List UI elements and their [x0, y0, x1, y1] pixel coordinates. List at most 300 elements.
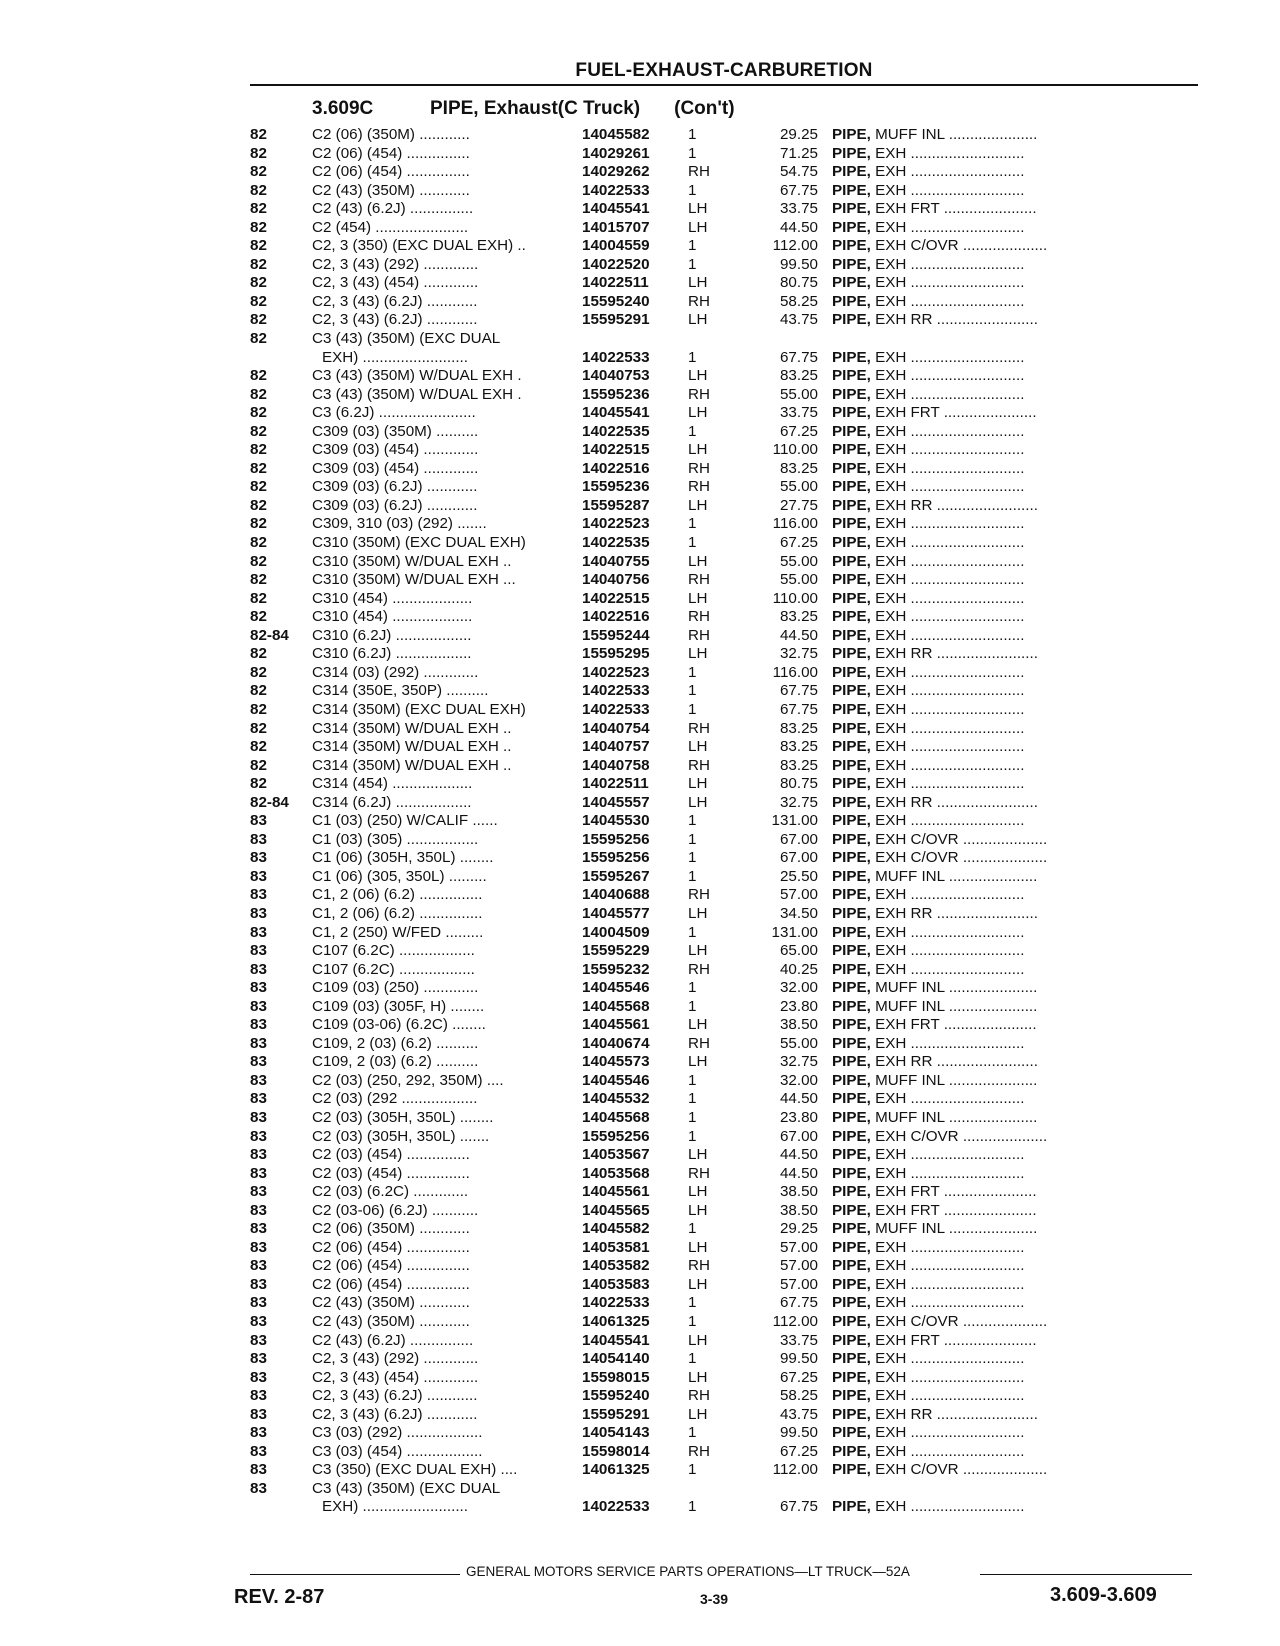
- part-number: 14022520: [582, 255, 650, 273]
- price: 83.25: [779, 756, 818, 774]
- part-name-detail: MUFF INL .....................: [870, 1220, 1038, 1238]
- application-description: C2, 3 (43) (454) .............: [312, 274, 479, 292]
- part-number: 14022511: [582, 775, 649, 793]
- part-name-detail: EXH ...........................: [870, 552, 1025, 570]
- part-name-detail: EXH ...........................: [870, 1238, 1025, 1256]
- application-description: C314 (454) ...................: [312, 775, 473, 793]
- quantity: RH: [688, 1387, 710, 1405]
- part-number: 15595236: [582, 385, 650, 403]
- part-number: 14054140: [582, 1350, 650, 1368]
- model-year: 82: [250, 682, 267, 700]
- quantity: RH: [688, 1257, 710, 1275]
- part-name-bold: PIPE,: [832, 385, 871, 403]
- model-year: 82: [250, 459, 267, 477]
- table-row: [250, 812, 1198, 831]
- part-number: 14040754: [582, 719, 650, 737]
- part-number: 14053582: [582, 1257, 650, 1275]
- quantity: LH: [688, 1275, 708, 1293]
- part-name: [832, 1053, 1198, 1072]
- quantity: RH: [688, 626, 710, 644]
- part-name-detail: EXH ...........................: [870, 775, 1025, 793]
- part-name-bold: PIPE,: [832, 1461, 871, 1479]
- part-name-detail: EXH ...........................: [870, 441, 1025, 459]
- model-year: 82: [250, 422, 267, 440]
- part-name-detail: MUFF INL .....................: [870, 1108, 1038, 1126]
- price: 67.00: [779, 830, 818, 848]
- part-name-bold: PIPE,: [832, 1090, 871, 1108]
- price: 83.25: [779, 367, 818, 385]
- quantity: LH: [688, 496, 708, 514]
- model-year: 83: [250, 1220, 267, 1238]
- price: 33.75: [779, 200, 818, 218]
- part-name-bold: PIPE,: [832, 1201, 871, 1219]
- part-number: 14040757: [582, 738, 650, 756]
- part-number: 15595240: [582, 292, 650, 310]
- footer-publisher: GENERAL MOTORS SERVICE PARTS OPERATIONS—LT TRUCK—52A: [466, 1564, 910, 1579]
- model-year: 83: [250, 1164, 267, 1182]
- part-name: [832, 256, 1198, 275]
- table-row: [250, 590, 1198, 609]
- price: 67.75: [779, 181, 818, 199]
- model-year: 82: [250, 719, 267, 737]
- part-name: [832, 627, 1198, 646]
- price: 32.00: [779, 979, 818, 997]
- part-number: 14004559: [582, 237, 650, 255]
- part-name-detail: EXH ...........................: [870, 1368, 1025, 1386]
- part-number: 14045541: [582, 404, 650, 422]
- part-number: 15595256: [582, 1127, 650, 1145]
- table-row: [250, 349, 1198, 368]
- price: 44.50: [779, 1090, 818, 1108]
- part-name-detail: EXH ...........................: [870, 1146, 1025, 1164]
- part-name-detail: EXH ...........................: [870, 385, 1025, 403]
- application-description: C314 (6.2J) ..................: [312, 793, 472, 811]
- quantity: 1: [688, 515, 697, 533]
- part-name-detail: MUFF INL .....................: [870, 1071, 1038, 1089]
- model-year: 82: [250, 311, 267, 329]
- application-description: C107 (6.2C) ..................: [312, 942, 475, 960]
- part-name: [832, 720, 1198, 739]
- part-name-bold: PIPE,: [832, 1220, 871, 1238]
- application-description: C1, 2 (250) W/FED .........: [312, 923, 484, 941]
- model-year: 82: [250, 163, 267, 181]
- part-name: [832, 126, 1198, 145]
- table-row: [250, 1072, 1198, 1091]
- price: 99.50: [779, 1350, 818, 1368]
- table-row: [250, 293, 1198, 312]
- table-row: [250, 738, 1198, 757]
- model-year: 83: [250, 1071, 267, 1089]
- table-row: [250, 386, 1198, 405]
- part-number: 14022515: [582, 441, 650, 459]
- part-number: 14040753: [582, 367, 650, 385]
- model-year: 82: [250, 552, 267, 570]
- part-name-detail: EXH C/OVR ....................: [870, 830, 1048, 848]
- part-name: [832, 1072, 1198, 1091]
- model-year: 82: [250, 775, 267, 793]
- model-year: 82: [250, 663, 267, 681]
- section-continued: (Con't): [674, 98, 735, 119]
- table-row: [250, 961, 1198, 980]
- quantity: 1: [688, 237, 697, 255]
- application-description: C2 (03) (454) ...............: [312, 1164, 470, 1182]
- price: 67.25: [779, 422, 818, 440]
- part-name: [832, 182, 1198, 201]
- part-name-bold: PIPE,: [832, 1146, 871, 1164]
- part-name-bold: PIPE,: [832, 163, 871, 181]
- model-year: 82: [250, 126, 267, 143]
- quantity: LH: [688, 200, 708, 218]
- part-name: [832, 664, 1198, 683]
- part-name: [832, 849, 1198, 868]
- part-number: 15598014: [582, 1442, 650, 1460]
- table-row: [250, 757, 1198, 776]
- part-name-bold: PIPE,: [832, 292, 871, 310]
- model-year: 83: [250, 960, 267, 978]
- part-name: [832, 1165, 1198, 1184]
- model-year: 83: [250, 1238, 267, 1256]
- part-name-bold: PIPE,: [832, 348, 871, 366]
- application-description: C3 (43) (350M) (EXC DUAL: [312, 330, 501, 348]
- table-row: [250, 1461, 1198, 1480]
- part-name: [832, 1183, 1198, 1202]
- quantity: 1: [688, 348, 697, 366]
- part-name-detail: EXH ...........................: [870, 756, 1025, 774]
- price: 44.50: [779, 218, 818, 236]
- table-row: [250, 664, 1198, 683]
- part-name: [832, 1016, 1198, 1035]
- part-number: 14061325: [582, 1461, 650, 1479]
- part-name-bold: PIPE,: [832, 904, 871, 922]
- price: 80.75: [779, 775, 818, 793]
- part-number: 14045568: [582, 997, 650, 1015]
- part-number: 14045546: [582, 1071, 650, 1089]
- application-description: C2 (03-06) (6.2J) ...........: [312, 1201, 479, 1219]
- part-name-detail: EXH RR ........................: [870, 1053, 1038, 1071]
- part-name-detail: EXH ...........................: [870, 274, 1025, 292]
- part-name-detail: MUFF INL .....................: [870, 979, 1038, 997]
- price: 131.00: [771, 923, 818, 941]
- part-name-bold: PIPE,: [832, 719, 871, 737]
- quantity: LH: [688, 367, 708, 385]
- part-name-bold: PIPE,: [832, 237, 871, 255]
- price: 27.75: [779, 496, 818, 514]
- part-name: [832, 145, 1198, 164]
- application-description: C2 (43) (350M) ............: [312, 1294, 470, 1312]
- price: 67.25: [779, 1368, 818, 1386]
- application-description: EXH) .........................: [322, 348, 468, 366]
- application-description: C2 (06) (454) ...............: [312, 163, 470, 181]
- price: 57.00: [779, 1257, 818, 1275]
- table-row: [250, 1406, 1198, 1425]
- table-row: [250, 1369, 1198, 1388]
- price: 33.75: [779, 1331, 818, 1349]
- part-name-detail: EXH FRT ......................: [870, 200, 1037, 218]
- table-row: [250, 1128, 1198, 1147]
- application-description: EXH) .........................: [322, 1498, 468, 1516]
- price: 33.75: [779, 404, 818, 422]
- part-name: [832, 349, 1198, 368]
- price: 57.00: [779, 1275, 818, 1293]
- model-year: 82: [250, 738, 267, 756]
- part-name-bold: PIPE,: [832, 515, 871, 533]
- quantity: RH: [688, 459, 710, 477]
- part-name: [832, 1276, 1198, 1295]
- application-description: C3 (43) (350M) W/DUAL EXH .: [312, 385, 522, 403]
- price: 23.80: [779, 997, 818, 1015]
- part-name-bold: PIPE,: [832, 812, 871, 830]
- part-number: 15598015: [582, 1368, 650, 1386]
- table-row: [250, 1313, 1198, 1332]
- part-name: [832, 868, 1198, 887]
- part-number: 14022533: [582, 682, 650, 700]
- part-number: 14022523: [582, 663, 650, 681]
- application-description: C3 (43) (350M) (EXC DUAL: [312, 1479, 501, 1497]
- model-year: 83: [250, 1053, 267, 1071]
- part-name-detail: EXH RR ........................: [870, 904, 1038, 922]
- price: 44.50: [779, 626, 818, 644]
- quantity: 1: [688, 534, 697, 552]
- price: 32.00: [779, 1071, 818, 1089]
- part-name: [832, 794, 1198, 813]
- quantity: 1: [688, 1220, 697, 1238]
- part-name-detail: MUFF INL .....................: [870, 867, 1038, 885]
- part-name-bold: PIPE,: [832, 534, 871, 552]
- part-name-bold: PIPE,: [832, 1442, 871, 1460]
- quantity: 1: [688, 812, 697, 830]
- quantity: LH: [688, 1331, 708, 1349]
- part-name-detail: EXH FRT ......................: [870, 404, 1037, 422]
- part-name: [832, 1146, 1198, 1165]
- table-row: [250, 1294, 1198, 1313]
- model-year: 83: [250, 904, 267, 922]
- part-number: 14022535: [582, 534, 650, 552]
- quantity: RH: [688, 478, 710, 496]
- model-year: 83: [250, 1016, 267, 1034]
- part-name-bold: PIPE,: [832, 589, 871, 607]
- part-number: 15595256: [582, 849, 650, 867]
- table-row: [250, 1387, 1198, 1406]
- application-description: C2, 3 (43) (292) .............: [312, 255, 479, 273]
- part-name: [832, 163, 1198, 182]
- part-name-detail: EXH ...........................: [870, 719, 1025, 737]
- part-name: [832, 1313, 1198, 1332]
- part-name-detail: MUFF INL .....................: [870, 126, 1038, 143]
- part-number: 14054143: [582, 1424, 650, 1442]
- part-name: [832, 961, 1198, 980]
- part-name-detail: EXH ...........................: [870, 682, 1025, 700]
- application-description: C309 (03) (454) .............: [312, 441, 479, 459]
- application-description: C309, 310 (03) (292) .......: [312, 515, 487, 533]
- part-name: [832, 534, 1198, 553]
- table-row: [250, 645, 1198, 664]
- part-number: 15595287: [582, 496, 650, 514]
- quantity: LH: [688, 1405, 708, 1423]
- model-year: 82: [250, 292, 267, 310]
- part-name-detail: EXH FRT ......................: [870, 1331, 1037, 1349]
- part-number: 14022533: [582, 1294, 650, 1312]
- quantity: 1: [688, 1350, 697, 1368]
- revision-label: REV. 2-87: [234, 1586, 325, 1608]
- part-number: 14004509: [582, 923, 650, 941]
- application-description: C2, 3 (43) (292) .............: [312, 1350, 479, 1368]
- model-year: 83: [250, 1442, 267, 1460]
- part-name-bold: PIPE,: [832, 756, 871, 774]
- part-name-bold: PIPE,: [832, 1368, 871, 1386]
- application-description: C107 (6.2C) ..................: [312, 960, 475, 978]
- part-name-bold: PIPE,: [832, 218, 871, 236]
- part-name: [832, 293, 1198, 312]
- model-year: 83: [250, 1424, 267, 1442]
- price: 54.75: [779, 163, 818, 181]
- part-name-detail: EXH ...........................: [870, 163, 1025, 181]
- part-name-detail: EXH ...........................: [870, 1350, 1025, 1368]
- part-number: 14022533: [582, 181, 650, 199]
- part-name: [832, 979, 1198, 998]
- part-name-detail: EXH ...........................: [870, 589, 1025, 607]
- quantity: RH: [688, 1442, 710, 1460]
- quantity: RH: [688, 292, 710, 310]
- table-row: [250, 998, 1198, 1017]
- part-name-detail: EXH ...........................: [870, 1424, 1025, 1442]
- model-year: 83: [250, 1146, 267, 1164]
- table-row: [250, 1165, 1198, 1184]
- part-name: [832, 775, 1198, 794]
- quantity: 1: [688, 867, 697, 885]
- model-year: 83: [250, 867, 267, 885]
- part-number: 15595240: [582, 1387, 650, 1405]
- part-name-bold: PIPE,: [832, 1164, 871, 1182]
- header-rule: [250, 84, 1198, 86]
- part-name-detail: EXH C/OVR ....................: [870, 1313, 1048, 1330]
- table-row: [250, 1090, 1198, 1109]
- part-name-detail: EXH C/OVR ....................: [870, 1461, 1048, 1479]
- table-row: [250, 794, 1198, 813]
- part-name: [832, 1406, 1198, 1425]
- part-name: [832, 1035, 1198, 1054]
- section-number: 3.609C: [312, 98, 374, 119]
- part-name: [832, 645, 1198, 664]
- application-description: C2, 3 (43) (6.2J) ............: [312, 311, 478, 329]
- part-name: [832, 1239, 1198, 1258]
- quantity: LH: [688, 1238, 708, 1256]
- quantity: LH: [688, 404, 708, 422]
- part-name: [832, 1128, 1198, 1147]
- table-row: [250, 126, 1198, 145]
- part-name-bold: PIPE,: [832, 404, 871, 422]
- quantity: RH: [688, 608, 710, 626]
- quantity: LH: [688, 1201, 708, 1219]
- table-row: [250, 1146, 1198, 1165]
- part-name: [832, 942, 1198, 961]
- price: 83.25: [779, 738, 818, 756]
- table-row: [250, 1480, 1198, 1499]
- table-row: [250, 924, 1198, 943]
- quantity: 1: [688, 1127, 697, 1145]
- part-name: [832, 1369, 1198, 1388]
- model-year: 82: [250, 441, 267, 459]
- quantity: 1: [688, 255, 697, 273]
- part-name-detail: EXH RR ........................: [870, 496, 1038, 514]
- part-name-detail: EXH RR ........................: [870, 793, 1038, 811]
- table-row: [250, 1332, 1198, 1351]
- part-name: [832, 701, 1198, 720]
- price: 67.25: [779, 1442, 818, 1460]
- part-number: 15595256: [582, 830, 650, 848]
- table-row: [250, 1443, 1198, 1462]
- quantity: 1: [688, 1313, 697, 1330]
- part-name-bold: PIPE,: [832, 200, 871, 218]
- price: 110.00: [772, 441, 818, 459]
- part-name-bold: PIPE,: [832, 738, 871, 756]
- part-name-bold: PIPE,: [832, 1238, 871, 1256]
- model-year: 82: [250, 496, 267, 514]
- application-description: C2 (06) (454) ...............: [312, 1275, 470, 1293]
- model-year: 83: [250, 1183, 267, 1201]
- application-description: C2 (03) (6.2C) .............: [312, 1183, 469, 1201]
- part-number: 14045568: [582, 1108, 650, 1126]
- model-year: 83: [250, 979, 267, 997]
- part-name-bold: PIPE,: [832, 645, 871, 663]
- quantity: LH: [688, 1146, 708, 1164]
- quantity: 1: [688, 1424, 697, 1442]
- price: 57.00: [779, 886, 818, 904]
- table-row: [250, 608, 1198, 627]
- part-name: [832, 1498, 1198, 1517]
- model-year: 82: [250, 589, 267, 607]
- table-row: [250, 1183, 1198, 1202]
- model-year: 82: [250, 218, 267, 236]
- price: 67.75: [779, 348, 818, 366]
- part-number: 14053567: [582, 1146, 650, 1164]
- model-year: 83: [250, 1294, 267, 1312]
- part-name-bold: PIPE,: [832, 1257, 871, 1275]
- part-name-detail: EXH FRT ......................: [870, 1183, 1037, 1201]
- part-name-bold: PIPE,: [832, 1387, 871, 1405]
- part-name-bold: PIPE,: [832, 700, 871, 718]
- quantity: 1: [688, 979, 697, 997]
- quantity: LH: [688, 1016, 708, 1034]
- application-description: C2 (43) (350M) ............: [312, 181, 470, 199]
- quantity: LH: [688, 441, 708, 459]
- quantity: LH: [688, 1183, 708, 1201]
- price: 32.75: [779, 645, 818, 663]
- table-row: [250, 553, 1198, 572]
- part-name-detail: EXH FRT ......................: [870, 1016, 1037, 1034]
- table-row: [250, 182, 1198, 201]
- part-name: [832, 200, 1198, 219]
- part-number: 14045577: [582, 904, 650, 922]
- part-number: 14045532: [582, 1090, 650, 1108]
- model-year: 83: [250, 1275, 267, 1293]
- part-name: [832, 738, 1198, 757]
- part-name: [832, 1332, 1198, 1351]
- model-year: 82: [250, 200, 267, 218]
- quantity: LH: [688, 942, 708, 960]
- application-description: C314 (350M) W/DUAL EXH ..: [312, 756, 512, 774]
- part-name: [832, 1461, 1198, 1480]
- price: 112.00: [772, 237, 818, 255]
- price: 71.25: [779, 144, 818, 162]
- part-name-detail: EXH ...........................: [870, 700, 1025, 718]
- part-number: 14022511: [582, 274, 649, 292]
- application-description: C3 (43) (350M) W/DUAL EXH .: [312, 367, 522, 385]
- price: 58.25: [779, 292, 818, 310]
- part-number: 14053581: [582, 1238, 650, 1256]
- part-name-detail: EXH ...........................: [870, 534, 1025, 552]
- price: 83.25: [779, 719, 818, 737]
- part-name-bold: PIPE,: [832, 1016, 871, 1034]
